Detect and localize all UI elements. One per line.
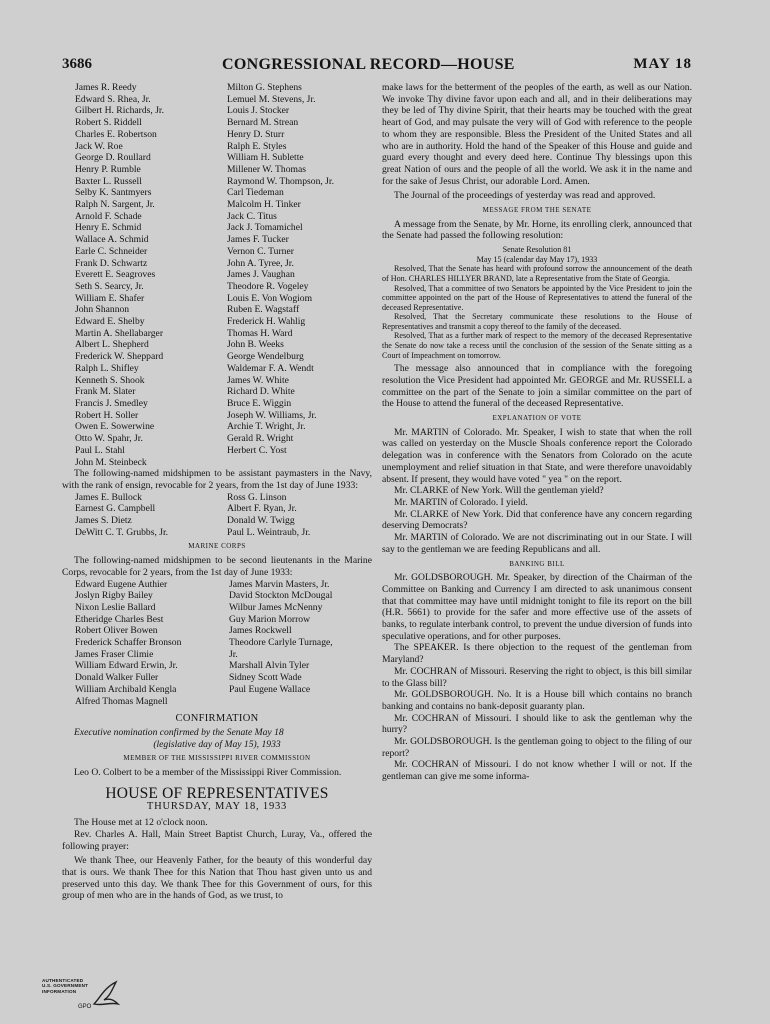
paymaster-name: Earnest G. Campbell xyxy=(75,503,156,515)
paymaster-list-column-b xyxy=(227,492,372,539)
marine-paragraph: The following-named midshipmen to be second lieutenants in the Marine Corps, revocable for 2 years, from the 1st day of June 1933: xyxy=(62,555,372,578)
colbert-paragraph: Leo O. Colbert to be a member of the Mississippi River Commission. xyxy=(74,767,342,779)
nominee-name: Everett E. Seagroves xyxy=(75,269,156,281)
nominee-name: James J. Vaughan xyxy=(227,269,295,281)
paymaster-name: James E. Bullock xyxy=(75,491,142,503)
announce-paragraph: The message also announced that in compliance with the foregoing resolution the Vice President had appointed Mr. GEORGE and Mr. RUSSELL a committee on the part of the Senate to join a similar committee on the part of the House to attend the funeral of the deceased Representative. xyxy=(382,363,692,410)
nominee-name: Henry E. Schmid xyxy=(75,222,142,234)
paymaster-name: Donald W. Twigg xyxy=(227,515,295,527)
paymaster-list xyxy=(62,492,372,539)
nominee-name: Vernon C. Turner xyxy=(227,245,294,257)
marine-name: Joslyn Rigby Bailey xyxy=(75,590,153,602)
cochran-paragraph-3: Mr. COCHRAN of Missouri. I do not know whether I will or not. If the gentleman can give me some informa- xyxy=(382,759,692,783)
marine-name: Marshall Alvin Tyler xyxy=(229,660,310,672)
nominee-name: Earle C. Schneider xyxy=(75,245,148,257)
nominee-name: William E. Shafer xyxy=(75,292,145,304)
nominee-name: Wallace A. Schmid xyxy=(75,234,149,246)
nominee-name: Joseph W. Williams, Jr. xyxy=(227,409,317,421)
nominee-name: Herbert C. Yost xyxy=(227,444,287,456)
goldsborough-paragraph-3: Mr. GOLDSBOROUGH. Is the gentleman going to object to the filing of our report? xyxy=(382,736,692,759)
nominee-name: Francis J. Smedley xyxy=(75,397,148,409)
midshipmen-paragraph: The following-named midshipmen to be assistant paymasters in the Navy, with the rank of ensign, revocable for 2 years, from the 1st day of June 1933: xyxy=(62,468,372,491)
nominee-name: Henry P. Rumble xyxy=(75,163,141,175)
nominee-name: William H. Sublette xyxy=(227,152,304,164)
marine-name: Alfred Thomas Magnell xyxy=(75,695,168,707)
nominee-name: Bruce E. Wiggin xyxy=(227,397,292,409)
nominee-name: John M. Steinbeck xyxy=(75,456,147,468)
nominee-name: Carl Tiedeman xyxy=(227,187,284,199)
running-title: CONGRESSIONAL RECORD—HOUSE xyxy=(222,56,515,73)
paymaster-name: DeWitt C. T. Grubbs, Jr. xyxy=(75,526,169,538)
nominee-name: Henry D. Sturr xyxy=(227,128,285,140)
message-paragraph: A message from the Senate, by Mr. Horne, its enrolling clerk, announced that the Senate had passed the following resolution: xyxy=(382,218,692,242)
marine-list xyxy=(62,579,372,708)
nominee-name: James W. White xyxy=(227,374,289,386)
paymaster-list-column-a xyxy=(62,492,227,539)
nominee-name: Robert H. Soller xyxy=(75,409,139,421)
marine-name: David Stockton McDougal xyxy=(229,590,333,602)
nominee-name: Frederick W. Sheppard xyxy=(75,351,164,363)
martin-paragraph-1: Mr. MARTIN of Colorado. Mr. Speaker, I wish to state that when the roll was called on yesterday on the Muscle Shoals conference report the Colorado delegation was in conference with the Senators from Colorado on the acute unemployment and relief situation in that State, and were therefore unavoidably absent. If present, they would have voted " yea " on the report. xyxy=(382,426,692,485)
nominee-name: James R. Reedy xyxy=(75,82,137,93)
nominee-name: Ralph E. Styles xyxy=(227,140,287,152)
nominee-name: Louis J. Stocker xyxy=(227,105,290,117)
nominee-name: George D. Roullard xyxy=(75,152,151,164)
marine-name: Wilbur James McNenny xyxy=(229,601,323,613)
prayer-paragraph-1: We thank Thee, our Heavenly Father, for the beauty of this wonderful day that is ours. We thank Thee for this Nation that Thou hast given unto us and preserved unto this day. We thank Thee for this Government of ours, for this group of men who are in the hands of God, as we trust, to xyxy=(62,855,372,902)
nominee-name: Paul L. Stahl xyxy=(75,444,125,456)
nominee-name: Theodore R. Vogeley xyxy=(227,280,309,292)
cochran-paragraph-2: Mr. COCHRAN of Missouri. I should like to ask the gentleman why the hurry? xyxy=(382,712,692,736)
nominee-name: Ruben E. Wagstaff xyxy=(227,304,300,316)
martin-paragraph-2: Mr. MARTIN of Colorado. I yield. xyxy=(394,497,528,508)
nominee-name: Frederick H. Wahlig xyxy=(227,316,306,328)
paymaster-name: James S. Dietz xyxy=(75,515,132,527)
nominee-name: John Shannon xyxy=(75,304,130,316)
nominee-list xyxy=(62,82,372,468)
banking-heading: BANKING BILL xyxy=(509,559,565,568)
clarke-paragraph-2: Mr. CLARKE of New York. Did that conference have any concern regarding deserving Democrats? xyxy=(382,508,692,532)
marine-name: Etheridge Charles Best xyxy=(75,613,164,625)
nominee-name: Edward S. Rhea, Jr. xyxy=(75,93,151,105)
nominee-name: Selby K. Santmyers xyxy=(75,187,152,199)
marine-name: Frederick Schaffer Bronson xyxy=(75,637,182,649)
nominee-name: Gerald R. Wright xyxy=(227,433,294,445)
page-header xyxy=(62,56,692,76)
nominee-name: Jack W. Roe xyxy=(75,140,123,152)
goldsborough-paragraph-1: Mr. GOLDSBOROUGH. Mr. Speaker, by direction of the Chairman of the Committee on Banking and Currency I am directed to ask unanimous consent that that committee may have until midnight tonight to file its report on the bill (H.R. 5661) to provide for the safer and more effective use of the assets of banks, to regulate interbank control, to prevent the undue diversion of funds into speculative operations, and for other purposes. xyxy=(382,572,692,642)
nominee-name: Jack J. Tomamichel xyxy=(227,222,303,234)
marine-name: James Fraser Climie xyxy=(75,648,154,660)
marine-name: William Edward Erwin, Jr. xyxy=(75,660,178,672)
commission-heading: MEMBER OF THE MISSISSIPPI RIVER COMMISSION xyxy=(123,754,311,763)
nominee-name: Thomas H. Ward xyxy=(227,327,293,339)
nominee-name: Malcolm H. Tinker xyxy=(227,199,301,211)
marine-name: Paul Eugene Wallace xyxy=(229,683,311,695)
marine-name: James Rockwell xyxy=(229,625,292,637)
page-number: 3686 xyxy=(62,56,92,72)
nominee-name: Louis E. Von Wogiom xyxy=(227,292,313,304)
nominee-name: George Wendelburg xyxy=(227,351,304,363)
hall-paragraph: Rev. Charles A. Hall, Main Street Baptist Church, Luray, Va., offered the following prayer: xyxy=(62,828,372,852)
nominee-name: Charles E. Robertson xyxy=(75,128,157,140)
nominee-name: Ralph L. Shifley xyxy=(75,362,139,374)
prayer-paragraph-2: make laws for the betterment of the peoples of the earth, as well as our Nation. We invoke Thy divine favor upon each and all, and in their deliberations may they be led of Thy divine Spirit, that their hearts may be touched with the great heart of God, and may pulsate the very will of God with reference to the people to whom they are responsible. Bless the President of the United States and all who are in authority. Hold the hand of the Speaker of this House and guide and guard every thought and every deed here. Continue Thy blessings upon this great Nation of ours and the people of all the world. We ask it in the name and for the sake of Jesus Christ, our adorable Lord. Amen. xyxy=(382,82,692,187)
house-heading: HOUSE OF REPRESENTATIVES xyxy=(105,784,329,802)
vote-heading: EXPLANATION OF VOTE xyxy=(492,414,582,423)
martin-paragraph-3: Mr. MARTIN of Colorado. We are not discriminating out in our State. I will say to the gentleman we are feeding Republicans and all. xyxy=(382,532,692,555)
marine-name: Sidney Scott Wade xyxy=(229,672,302,684)
nominee-list-column-b xyxy=(227,82,372,468)
paymaster-name: Paul L. Weintraub, Jr. xyxy=(227,526,311,538)
met-paragraph: The House met at 12 o'clock noon. xyxy=(74,817,208,829)
nominee-name: Ralph N. Sargent, Jr. xyxy=(75,199,155,211)
marine-name: Nixon Leslie Ballard xyxy=(75,601,156,613)
authentication-badge xyxy=(42,978,122,1018)
paymaster-name: Albert F. Ryan, Jr. xyxy=(227,503,297,515)
resolution-3: Resolved, That the Secretary communicate these resolutions to the House of Representatives and transmit a copy thereof to the family of the deceased. xyxy=(382,312,692,331)
badge-line-3: INFORMATION xyxy=(42,988,77,994)
badge-line-1: AUTHENTICATED xyxy=(42,978,84,983)
journal-paragraph: The Journal of the proceedings of yesterday was read and approved. xyxy=(394,190,656,202)
senate-message-heading: MESSAGE FROM THE SENATE xyxy=(482,206,592,215)
resolution-date: May 15 (calendar day May 17), 1933 xyxy=(476,254,598,264)
cochran-paragraph-1: Mr. COCHRAN of Missouri. Reserving the right to object, is this bill similar to the Glass bill? xyxy=(382,665,692,689)
confirmation-heading: CONFIRMATION xyxy=(175,713,259,725)
marine-list-column-b xyxy=(229,579,372,708)
confirmation-line-2: (legislative day of May 15), 1933 xyxy=(153,738,281,750)
nominee-name: Waldemar F. A. Wendt xyxy=(227,362,314,374)
nominee-name: Edward E. Shelby xyxy=(75,316,145,328)
marine-name: James Marvin Masters, Jr. xyxy=(229,578,330,590)
nominee-name: Robert S. Riddell xyxy=(75,117,142,129)
nominee-name: Milton G. Stephens xyxy=(227,82,302,93)
nominee-name: Lemuel M. Stevens, Jr. xyxy=(227,93,316,105)
badge-gpo: GPO xyxy=(78,1004,92,1010)
resolution-4: Resolved, That as a further mark of respect to the memory of the deceased Representative the Senate do now take a recess until the conclusion of the session of the Senate sitting as a Court of Impeachment on tomorrow. xyxy=(382,331,692,360)
marine-name: Donald Walker Fuller xyxy=(75,672,159,684)
nominee-name: Martin A. Shellabarger xyxy=(75,327,164,339)
nominee-name: Richard D. White xyxy=(227,386,295,398)
right-column xyxy=(382,82,692,783)
nominee-name: Albert L. Shepherd xyxy=(75,339,149,351)
marine-name: Robert Oliver Bowen xyxy=(75,625,158,637)
goldsborough-paragraph-2: Mr. GOLDSBOROUGH. No. It is a House bill which contains no branch banking and contains no bank-deposit guaranty plan. xyxy=(382,689,692,712)
marine-name: Edward Eugene Authier xyxy=(75,578,168,590)
nominee-list-column-a xyxy=(62,82,227,468)
marine-name: Jr. xyxy=(229,648,238,660)
nominee-name: James F. Tucker xyxy=(227,234,289,246)
badge-line-2: U.S. GOVERNMENT xyxy=(42,983,89,989)
nominee-name: John A. Tyree, Jr. xyxy=(227,257,294,269)
nominee-name: Jack C. Titus xyxy=(227,210,277,222)
marine-list-column-a xyxy=(62,579,229,708)
clarke-paragraph-1: Mr. CLARKE of New York. Will the gentleman yield? xyxy=(394,485,604,497)
header-date: MAY 18 xyxy=(633,56,692,72)
speaker-paragraph: The SPEAKER. Is there objection to the request of the gentleman from Maryland? xyxy=(382,642,692,666)
resolution-2: Resolved, That a committee of two Senators be appointed by the Vice President to join the committee appointed on the part of the House of Representatives to attend the funeral of the deceased Representative. xyxy=(382,283,692,312)
nominee-name: Raymond W. Thompson, Jr. xyxy=(227,175,334,187)
confirmation-line-1: Executive nomination confirmed by the Senate May 18 xyxy=(74,726,284,738)
nominee-name: Baxter L. Russell xyxy=(75,175,142,187)
nominee-name: Frank D. Schwartz xyxy=(75,257,148,269)
nominee-name: Seth S. Searcy, Jr. xyxy=(75,280,144,292)
resolution-title: Senate Resolution 81 xyxy=(502,245,572,255)
paymaster-name: Ross G. Linson xyxy=(227,491,287,503)
nominee-name: Frank M. Slater xyxy=(75,386,136,398)
marine-name: Theodore Carlyle Turnage, xyxy=(229,637,333,649)
nominee-name: Millener W. Thomas xyxy=(227,163,306,175)
marine-corps-heading: MARINE CORPS xyxy=(188,542,246,551)
marine-name: Guy Marion Morrow xyxy=(229,613,311,625)
nominee-name: Owen E. Sowerwine xyxy=(75,421,155,433)
nominee-name: Bernard M. Strean xyxy=(227,117,299,129)
house-date: THURSDAY, MAY 18, 1933 xyxy=(146,801,288,813)
nominee-name: John B. Weeks xyxy=(227,339,284,351)
marine-name: William Archibald Kengla xyxy=(75,683,177,695)
nominee-name: Gilbert H. Richards, Jr. xyxy=(75,105,164,117)
nominee-name: Arnold F. Schade xyxy=(75,210,142,222)
left-column xyxy=(62,82,372,902)
nominee-name: Archie T. Wright, Jr. xyxy=(227,421,306,433)
resolution-1: Resolved, That the Senate has heard with profound sorrow the announcement of the death of Hon. CHARLES HILLYER BRAND, late a Representative from the State of Georgia. xyxy=(382,264,692,283)
nominee-name: Otto W. Spahr, Jr. xyxy=(75,433,143,445)
eagle-logo-icon xyxy=(90,980,122,1010)
nominee-name: Kenneth S. Shook xyxy=(75,374,145,386)
